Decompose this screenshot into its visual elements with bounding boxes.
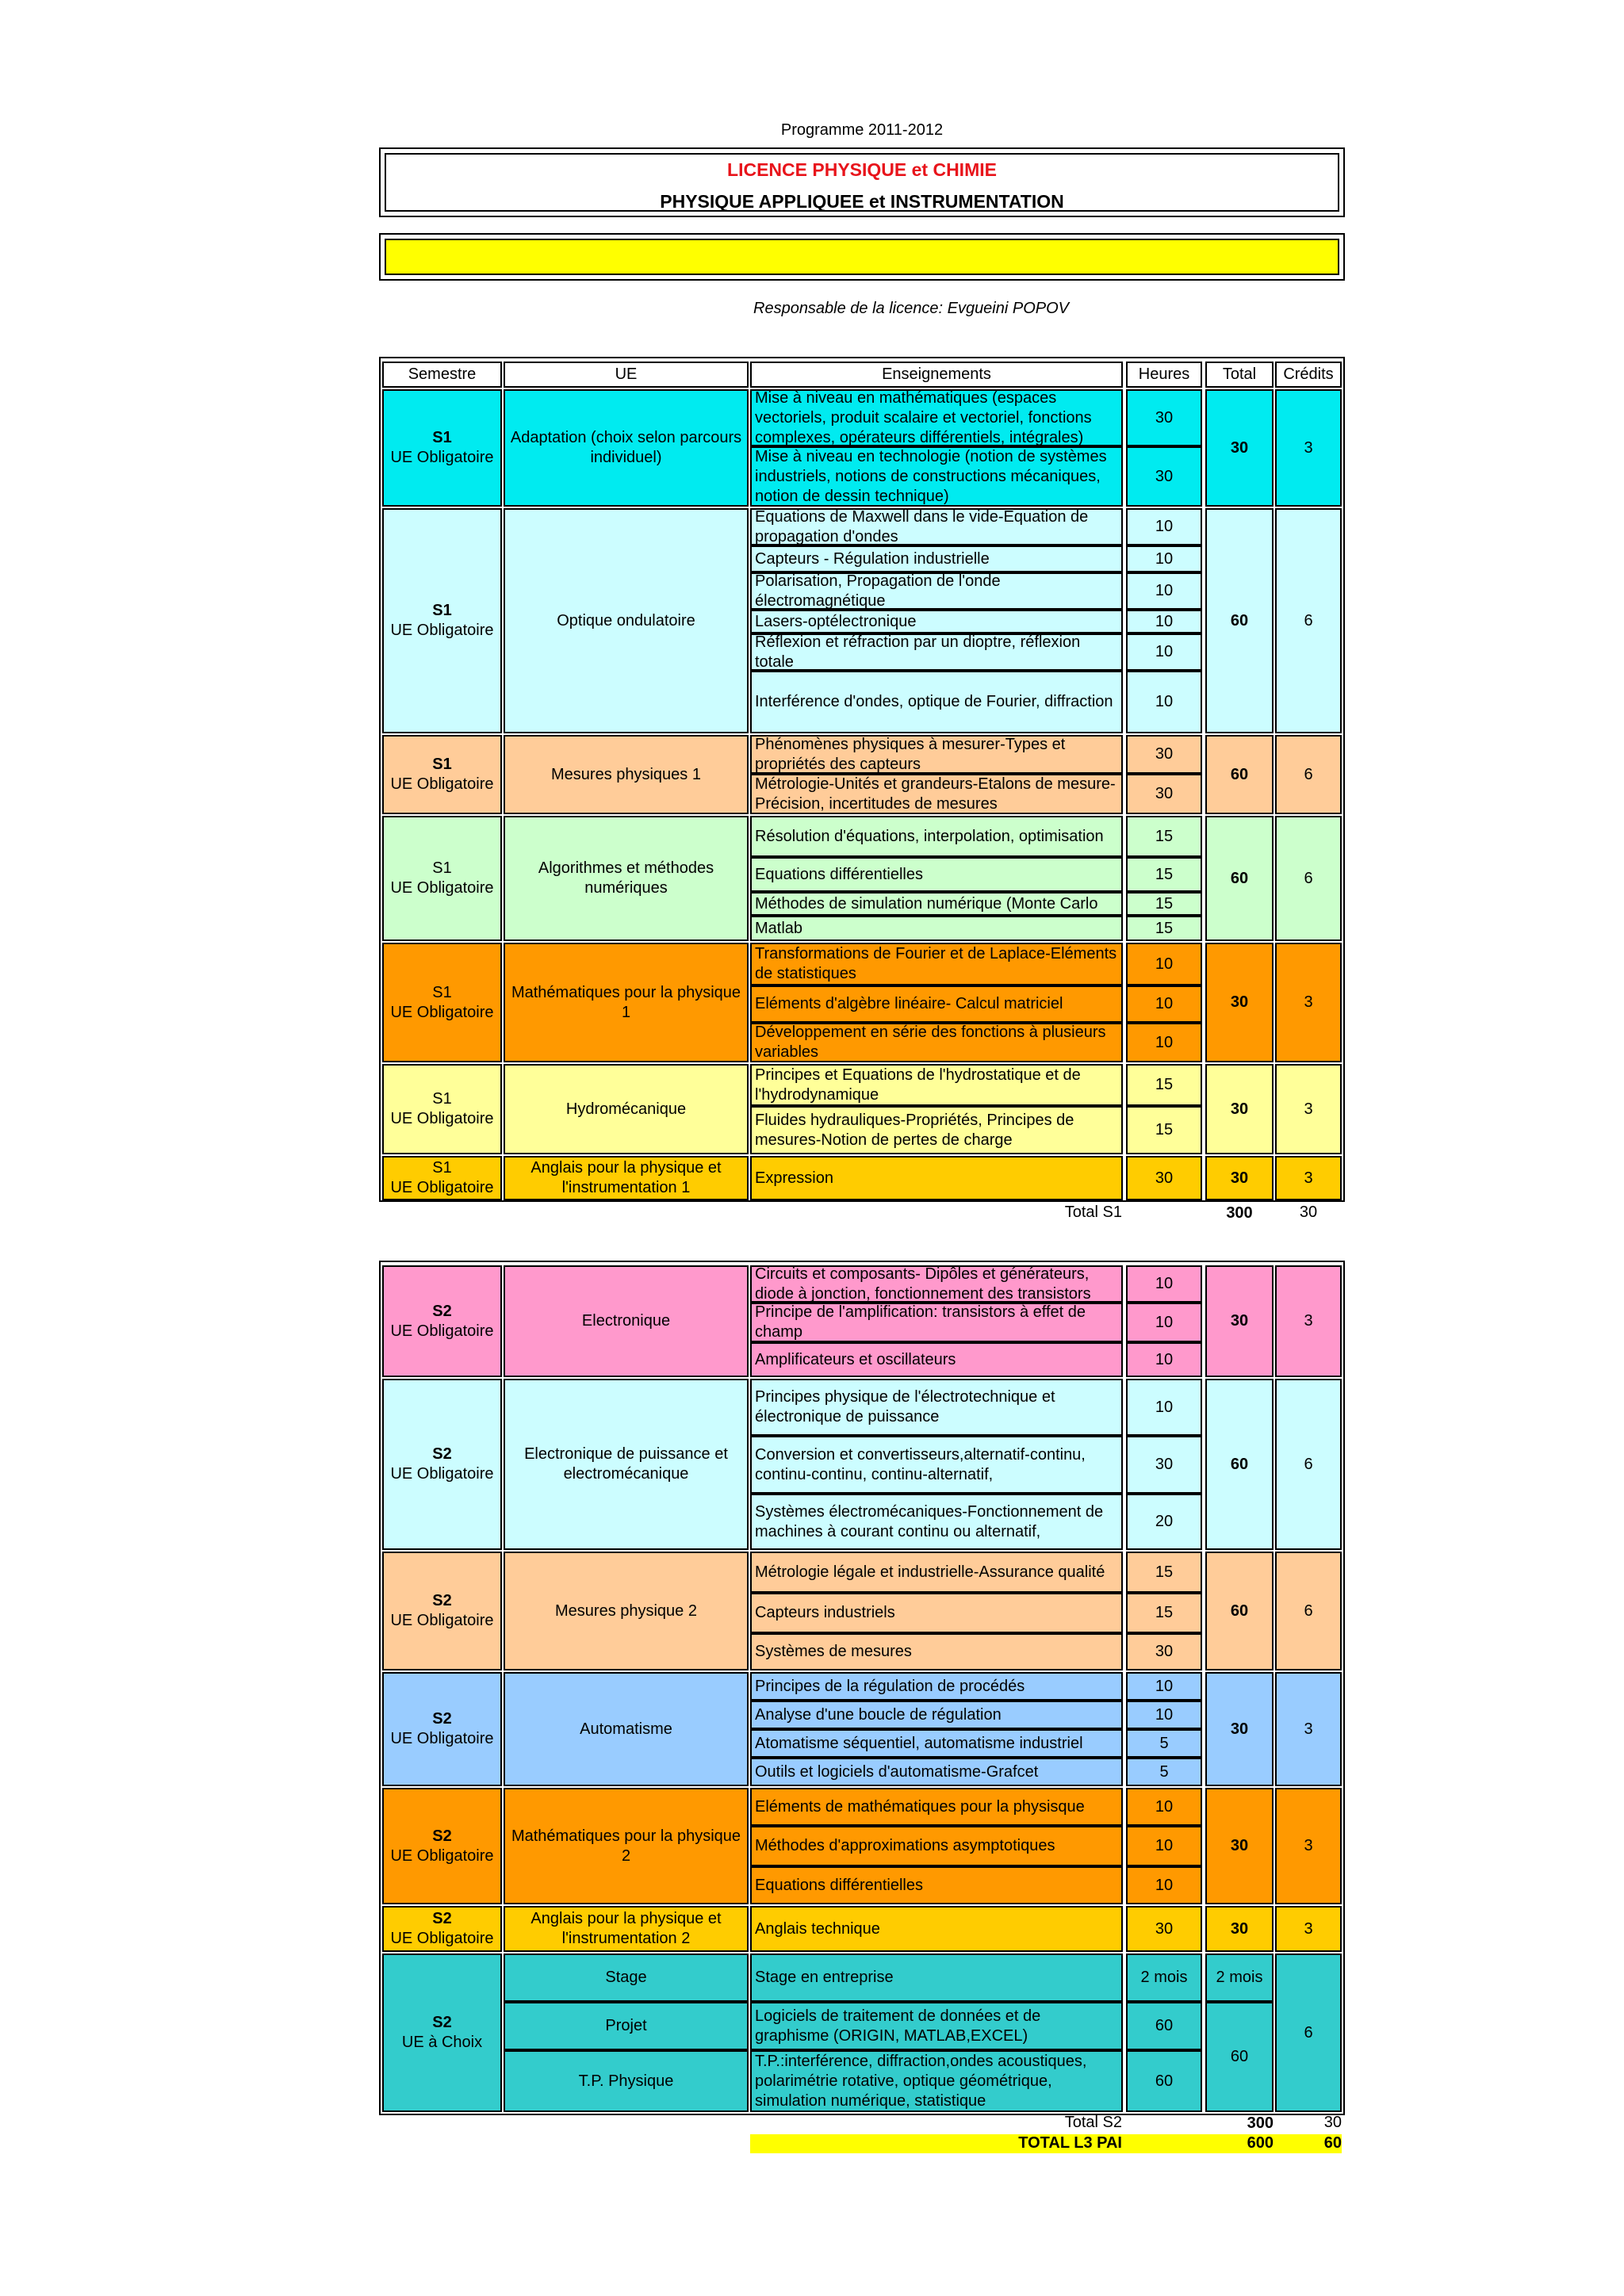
course-name: Equations différentielles (750, 1866, 1123, 1904)
parcours-title: PHYSIQUE APPLIQUEE et INSTRUMENTATION (660, 191, 1064, 212)
ue-total: 60 (1205, 735, 1274, 814)
ue-credits: 3 (1275, 389, 1342, 507)
course-name: Phénomènes physiques à mesurer-Types et propriétés des capteurs (750, 735, 1123, 774)
course-name: Atomatisme séquentiel, automatisme industriel (750, 1729, 1123, 1758)
course-hours: 10 (1126, 545, 1202, 572)
header-heures: Heures (1126, 362, 1202, 388)
ue-credits: 3 (1275, 1672, 1342, 1786)
ue-credits: 6 (1275, 735, 1342, 814)
course-name: Stage en entreprise (750, 1954, 1123, 2002)
header-ue: UE (504, 362, 749, 388)
responsable-line: Responsable de la licence: Evgueini POPOV (753, 300, 1070, 317)
ue-total: 30 (1205, 1064, 1274, 1154)
semester-cell (382, 1954, 502, 2112)
ue-credits: 3 (1275, 1906, 1342, 1952)
total-s1-hours: 300 (1226, 1204, 1253, 1222)
course-hours: 15 (1126, 857, 1202, 892)
total-s2-hours: 300 (1247, 2114, 1274, 2132)
ue-type-label: UE Obligatoire (390, 449, 494, 466)
course-hours: 30 (1126, 446, 1202, 507)
semester-label: S1 (432, 756, 452, 773)
course-hours: 10 (1126, 610, 1202, 633)
ue-name: Electronique (504, 1265, 749, 1377)
ue-total: 60 (1205, 2002, 1274, 2112)
course-hours: 10 (1126, 985, 1202, 1023)
course-name: Interférence d'ondes, optique de Fourier, diffraction (750, 671, 1123, 733)
semester-label: S2 (432, 1592, 452, 1609)
ue-name: Mathématiques pour la physique 1 (504, 943, 749, 1062)
ue-type-label: UE Obligatoire (390, 1179, 494, 1196)
course-hours: 10 (1126, 671, 1202, 733)
ue-type-label: UE Obligatoire (390, 622, 494, 639)
course-name: Circuits et composants- Dipôles et générateurs, diode à jonction, fonctionnement des transistors (750, 1265, 1123, 1303)
ue-type-label: UE Obligatoire (390, 1465, 494, 1483)
ue-type-label: UE Obligatoire (390, 775, 494, 793)
course-name: Matlab (750, 916, 1123, 941)
course-hours: 10 (1126, 572, 1202, 610)
course-hours: 15 (1126, 1106, 1202, 1154)
course-name: Capteurs - Régulation industrielle (750, 545, 1123, 572)
ue-type-label: UE Obligatoire (390, 1322, 494, 1340)
ue-name: Anglais pour la physique et l'instrumentation 1 (504, 1156, 749, 1200)
semester-cell (382, 1265, 502, 1377)
programme-year: Programme 2011-2012 (780, 121, 944, 139)
semester-label: S2 (432, 1827, 452, 1845)
semester-cell (382, 389, 502, 507)
ue-name: Mesures physiques 1 (504, 735, 749, 814)
course-name: Principe de l'amplification: transistors à effet de champ (750, 1303, 1123, 1342)
course-hours: 10 (1126, 1701, 1202, 1729)
course-hours: 15 (1126, 1552, 1202, 1593)
course-name: Transformations de Fourier et de Laplace-Eléments de statistiques (750, 943, 1123, 985)
semester-label: S2 (432, 1445, 452, 1463)
course-name: Métrologie-Unités et grandeurs-Etalons de mesure-Précision, incertitudes de mesures (750, 774, 1123, 814)
course-hours: 10 (1126, 1866, 1202, 1904)
course-name: Réflexion et réfraction par un dioptre, réflexion totale (750, 633, 1123, 671)
ue-credits: 6 (1275, 508, 1342, 733)
ue-name: Optique ondulatoire (504, 508, 749, 733)
semester-label: S2 (432, 1910, 452, 1927)
course-name: Analyse d'une boucle de régulation (750, 1701, 1123, 1729)
course-hours: 10 (1126, 1672, 1202, 1701)
ue-name: Adaptation (choix selon parcours individuel) (504, 389, 749, 507)
course-name: T.P.:interférence, diffraction,ondes acoustiques, polarimétrie rotative, optique géométrique, simulation numérique, statistique (750, 2050, 1123, 2112)
semester-cell (382, 1906, 502, 1952)
ue-type-label: UE Obligatoire (390, 1003, 494, 1021)
course-hours: 2 mois (1126, 1954, 1202, 2002)
course-hours: 10 (1126, 1342, 1202, 1377)
semester-cell (382, 816, 502, 941)
course-hours: 10 (1126, 1303, 1202, 1342)
course-name: Systèmes de mesures (750, 1633, 1123, 1670)
ue-total: 30 (1205, 1788, 1274, 1904)
course-name: Lasers-optélectronique (750, 610, 1123, 633)
header-enseignements: Enseignements (750, 362, 1123, 388)
ue-name: Projet (504, 2002, 749, 2050)
course-name: Equations de Maxwell dans le vide-Equation de propagation d'ondes (750, 508, 1123, 545)
total-s1-label: Total S1 (1064, 1203, 1122, 1221)
ue-name: Hydromécanique (504, 1064, 749, 1154)
course-name: Résolution d'équations, interpolation, optimisation (750, 816, 1123, 857)
course-name: Développement en série des fonctions à plusieurs variables (750, 1023, 1123, 1062)
ue-name: Anglais pour la physique et l'instrumentation 2 (504, 1906, 749, 1952)
ue-name: Electronique de puissance et electromécanique (504, 1379, 749, 1550)
course-hours: 10 (1126, 1379, 1202, 1436)
semester-cell (382, 508, 502, 733)
course-hours: 5 (1126, 1758, 1202, 1786)
course-hours: 30 (1126, 1436, 1202, 1494)
ue-type-label: UE à Choix (401, 2034, 483, 2051)
course-name: Expression (750, 1156, 1123, 1200)
course-hours: 5 (1126, 1729, 1202, 1758)
ue-credits: 6 (1275, 816, 1342, 941)
course-name: Amplificateurs et oscillateurs (750, 1342, 1123, 1377)
ue-total: 30 (1205, 1156, 1274, 1200)
licence-title: LICENCE PHYSIQUE et CHIMIE (727, 159, 997, 180)
ue-type-label: UE Obligatoire (390, 1930, 494, 1947)
ue-name: Automatisme (504, 1672, 749, 1786)
header-semestre: Semestre (382, 362, 502, 388)
total-s2-label: Total S2 (1064, 2114, 1122, 2131)
ue-total: 30 (1205, 1265, 1274, 1377)
header-credits: Crédits (1275, 362, 1342, 388)
course-hours: 15 (1126, 816, 1202, 857)
semester-cell (382, 943, 502, 1062)
course-hours: 10 (1126, 508, 1202, 545)
semester-cell (382, 1379, 502, 1550)
course-hours: 10 (1126, 1788, 1202, 1826)
course-hours: 10 (1126, 1023, 1202, 1062)
course-hours: 10 (1126, 1826, 1202, 1866)
ue-total: 60 (1205, 508, 1274, 733)
semester-label: S1 (432, 429, 452, 446)
course-hours: 30 (1126, 1633, 1202, 1670)
course-hours: 30 (1126, 774, 1202, 814)
semester-label: S2 (432, 1710, 452, 1728)
semester-cell (382, 1672, 502, 1786)
semester-label: S1 (432, 983, 452, 1001)
course-hours: 15 (1126, 1593, 1202, 1633)
course-name: Equations différentielles (750, 857, 1123, 892)
course-name: Méthodes de simulation numérique (Monte Carlo (750, 892, 1123, 916)
total-s2-credits: 30 (1323, 2114, 1342, 2131)
course-hours: 30 (1126, 1906, 1202, 1952)
total-l3-label: TOTAL L3 PAI (1018, 2134, 1122, 2152)
course-hours: 10 (1126, 1265, 1202, 1303)
header-total: Total (1205, 362, 1274, 388)
total-l3-credits: 60 (1323, 2134, 1342, 2152)
ue-credits: 3 (1275, 1064, 1342, 1154)
total-l3-hours: 600 (1247, 2134, 1274, 2152)
semester-label: S1 (432, 859, 452, 877)
ue-name: Stage (504, 1954, 749, 2002)
course-hours: 10 (1126, 633, 1202, 671)
ue-credits: 6 (1275, 1552, 1342, 1670)
semester-label: S1 (432, 602, 452, 619)
course-name: Anglais technique (750, 1906, 1123, 1952)
semester-label: S2 (432, 2014, 452, 2031)
ue-total: 60 (1205, 1552, 1274, 1670)
course-name: Systèmes électromécaniques-Fonctionnement de machines à courant continu ou alternatif, (750, 1494, 1123, 1550)
semester-cell (382, 735, 502, 814)
course-name: Principes physique de l'électrotechnique et électronique de puissance (750, 1379, 1123, 1436)
ue-total: 30 (1205, 1906, 1274, 1952)
semester-cell (382, 1156, 502, 1200)
semester-label: S1 (432, 1090, 452, 1108)
ue-name: T.P. Physique (504, 2050, 749, 2112)
ue-credits: 6 (1275, 1379, 1342, 1550)
ue-credits: 3 (1275, 1156, 1342, 1200)
course-name: Polarisation, Propagation de l'onde électromagnétique (750, 572, 1123, 610)
semester-cell (382, 1552, 502, 1670)
course-hours: 60 (1126, 2050, 1202, 2112)
course-hours: 30 (1126, 1156, 1202, 1200)
course-hours: 15 (1126, 1064, 1202, 1106)
total-s1-credits: 30 (1299, 1203, 1318, 1221)
semester-label: S1 (432, 1159, 452, 1177)
course-hours: 30 (1126, 389, 1202, 446)
ue-type-label: UE Obligatoire (390, 879, 494, 897)
ue-credits: 3 (1275, 1265, 1342, 1377)
ue-total: 2 mois (1205, 1954, 1274, 2002)
course-name: Eléments de mathématiques pour la physisque (750, 1788, 1123, 1826)
semester-cell (382, 1788, 502, 1904)
course-name: Outils et logiciels d'automatisme-Grafcet (750, 1758, 1123, 1786)
course-name: Conversion et convertisseurs,alternatif-continu, continu-continu, continu-alternatif, (750, 1436, 1123, 1494)
course-name: Mise à niveau en mathématiques (espaces vectoriels, produit scalaire et vectoriel, fonctions complexes, opérateurs différentiels, intégrales) (750, 389, 1123, 446)
ue-name: Mesures physique 2 (504, 1552, 749, 1670)
ue-name: Algorithmes et méthodes numériques (504, 816, 749, 941)
course-name: Logiciels de traitement de données et de graphisme (ORIGIN, MATLAB,EXCEL) (750, 2002, 1123, 2050)
semester-label: S2 (432, 1302, 452, 1320)
ue-credits: 3 (1275, 1788, 1342, 1904)
semester-cell (382, 1064, 502, 1154)
ue-type-label: UE Obligatoire (390, 1612, 494, 1629)
ue-total: 30 (1205, 389, 1274, 507)
ue-credits: 6 (1275, 1954, 1342, 2112)
course-name: Méthodes d'approximations asymptotiques (750, 1826, 1123, 1866)
ue-total: 30 (1205, 943, 1274, 1062)
course-hours: 60 (1126, 2002, 1202, 2050)
ue-type-label: UE Obligatoire (390, 1730, 494, 1747)
course-hours: 20 (1126, 1494, 1202, 1550)
ue-total: 30 (1205, 1672, 1274, 1786)
course-hours: 10 (1126, 943, 1202, 985)
ue-type-label: UE Obligatoire (390, 1110, 494, 1127)
ue-total: 60 (1205, 816, 1274, 941)
ue-name: Mathématiques pour la physique 2 (504, 1788, 749, 1904)
course-name: Eléments d'algèbre linéaire- Calcul matriciel (750, 985, 1123, 1023)
ue-total: 60 (1205, 1379, 1274, 1550)
ue-credits: 3 (1275, 943, 1342, 1062)
course-name: Principes et Equations de l'hydrostatique et de l'hydrodynamique (750, 1064, 1123, 1106)
course-hours: 15 (1126, 892, 1202, 916)
course-name: Fluides hydrauliques-Propriétés, Principes de mesures-Notion de pertes de charge (750, 1106, 1123, 1154)
ue-type-label: UE Obligatoire (390, 1846, 494, 1865)
course-name: Principes de la régulation de procédés (750, 1672, 1123, 1701)
course-name: Mise à niveau en technologie (notion de systèmes industriels, notions de constructions mécaniques, notion de dessin technique) (750, 446, 1123, 507)
course-hours: 30 (1126, 735, 1202, 774)
course-hours: 15 (1126, 916, 1202, 941)
course-name: Métrologie légale et industrielle-Assurance qualité (750, 1552, 1123, 1593)
course-name: Capteurs industriels (750, 1593, 1123, 1633)
